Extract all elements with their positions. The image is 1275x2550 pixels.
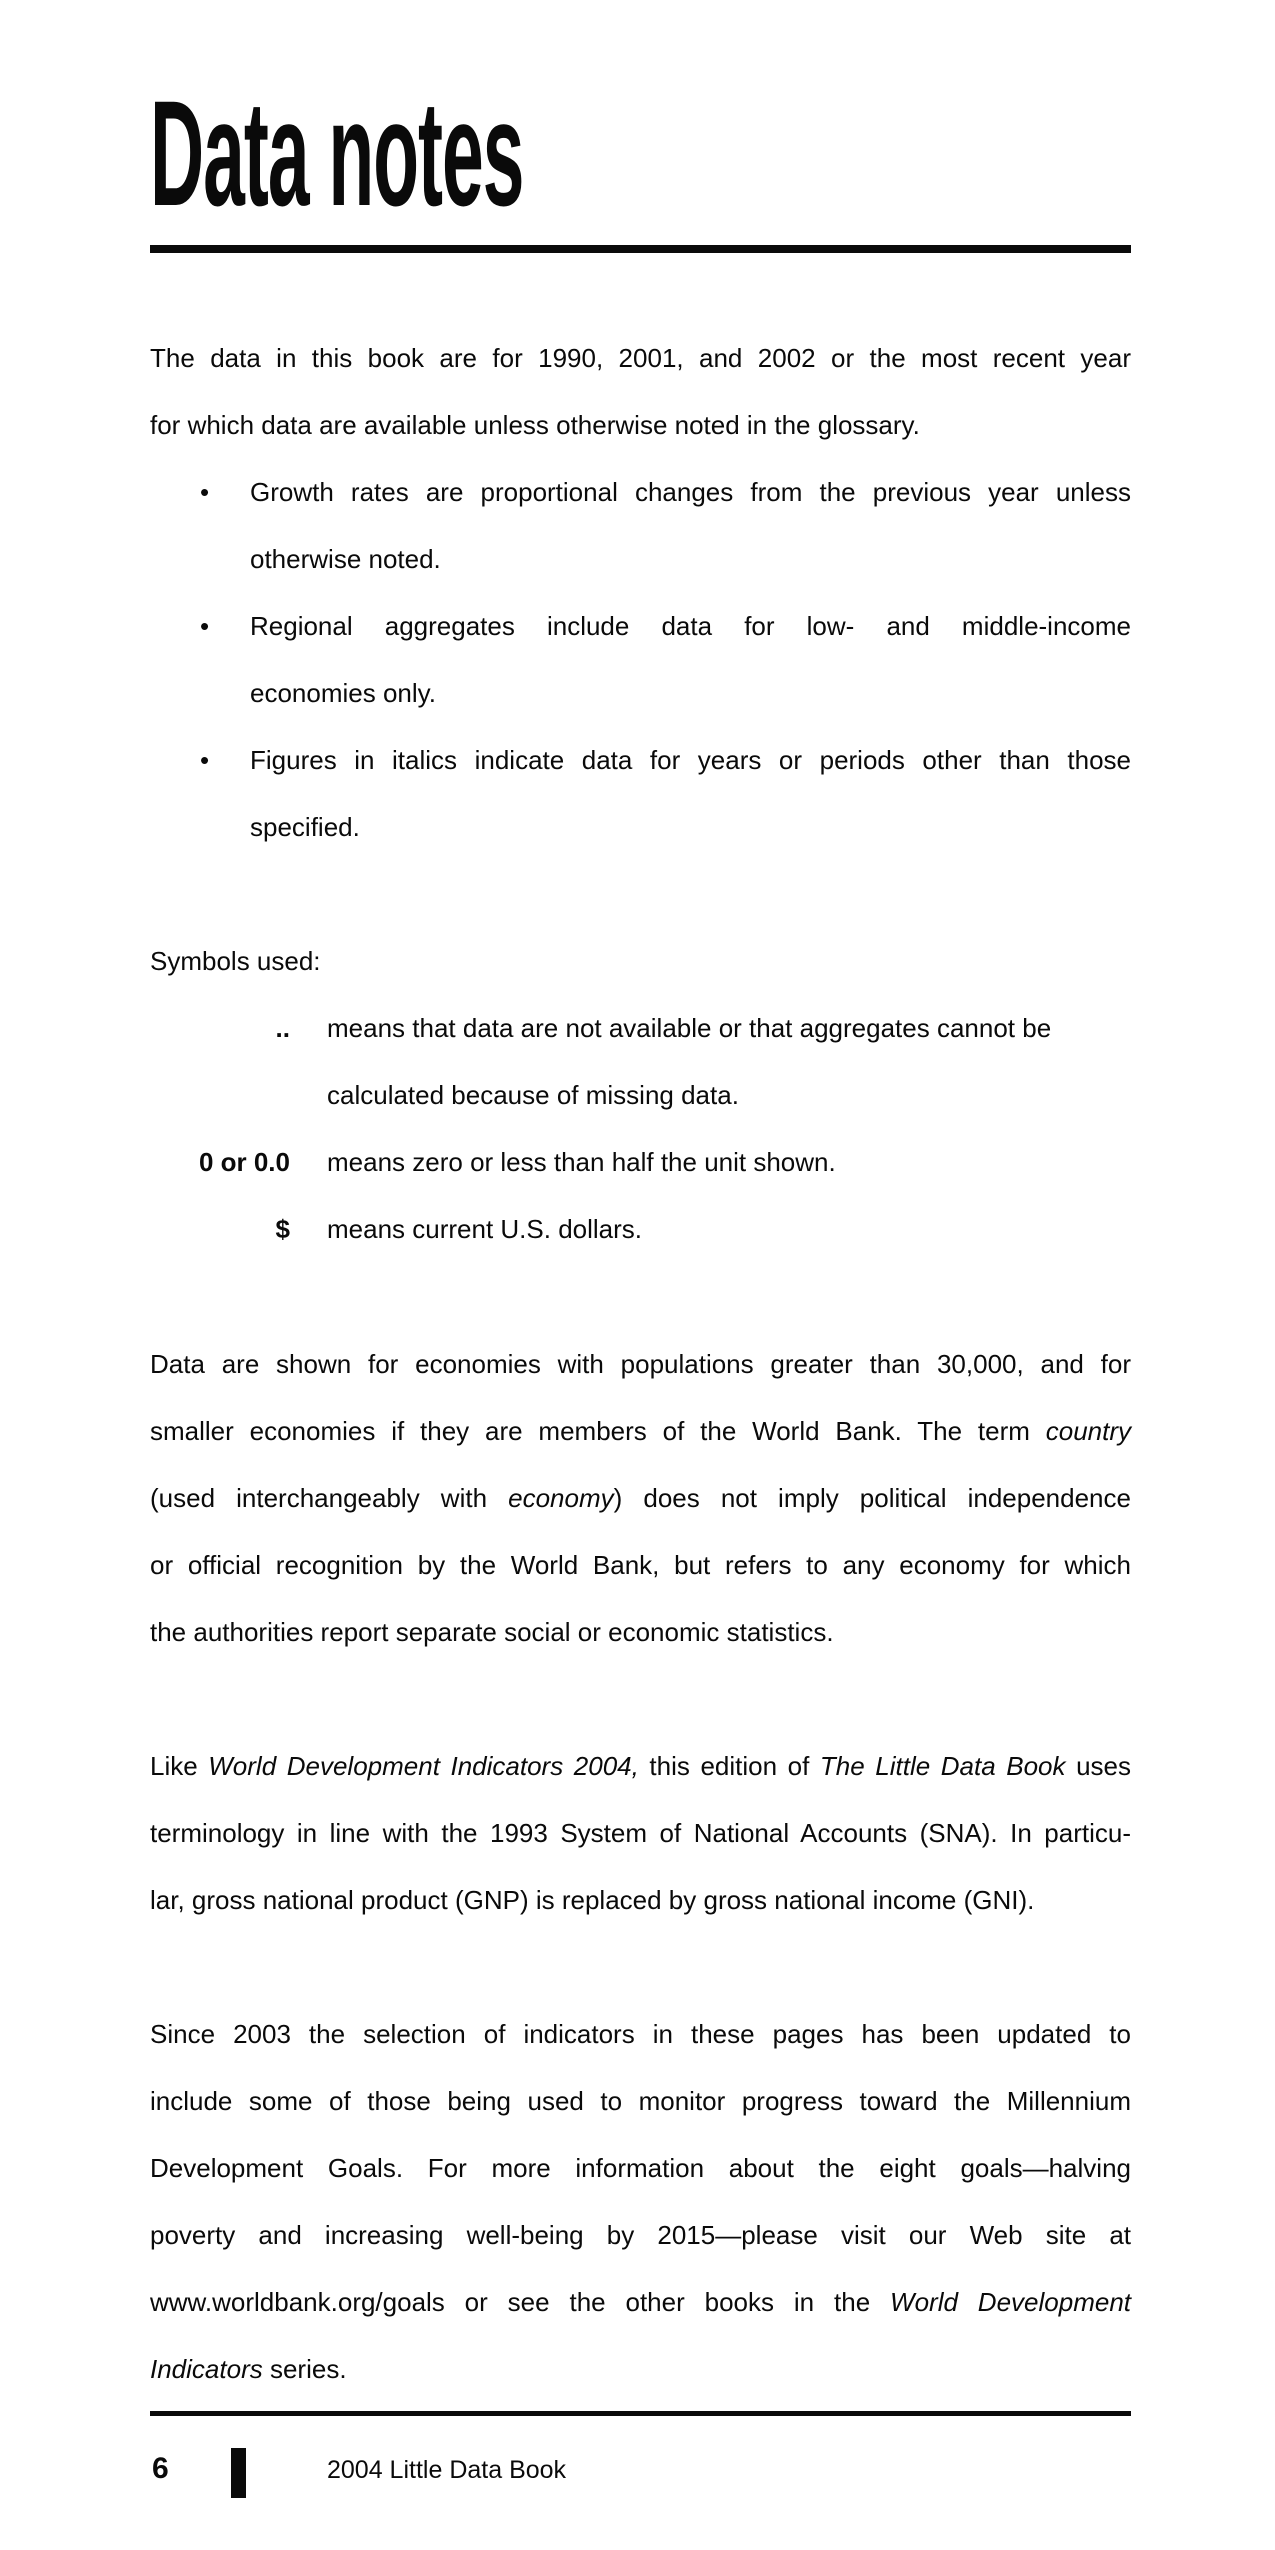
mdg-line: Since 2003 the selection of indicators in these pages has been updated to bbox=[150, 2019, 1131, 2049]
text: (used interchangeably with bbox=[150, 1483, 509, 1513]
symbol-term: 0 or 0.0 bbox=[198, 1147, 290, 1177]
bullet-icon: • bbox=[200, 745, 210, 775]
symbol-definition: means zero or less than half the unit shown. bbox=[327, 1147, 836, 1177]
text: ) does not imply political independence bbox=[613, 1483, 1131, 1513]
italic-title: The Little Data Book bbox=[819, 1751, 1066, 1781]
text: this edition of bbox=[638, 1751, 820, 1781]
text: Like bbox=[150, 1751, 209, 1781]
coverage-line: the authorities report separate social or economic statistics. bbox=[150, 1617, 834, 1647]
intro-line: The data in this book are for 1990, 2001, and 2002 or the most recent year bbox=[150, 343, 1131, 373]
page-title: Data notes bbox=[150, 69, 524, 237]
sna-line: lar, gross national product (GNP) is replaced by gross national income (GNI). bbox=[150, 1885, 1035, 1915]
symbol-term: $ bbox=[275, 1214, 290, 1244]
mdg-line: Development Goals. For more information about the eight goals—halving bbox=[150, 2153, 1131, 2183]
bullet-line: Growth rates are proportional changes from the previous year unless bbox=[250, 477, 1131, 507]
symbol-definition: means that data are not available or that aggregates cannot be bbox=[327, 1013, 1052, 1043]
italic-title: World Development Indicators 2004, bbox=[208, 1751, 639, 1781]
mdg-line bbox=[150, 2269, 1131, 2335]
bullet-line: Figures in italics indicate data for years or periods other than those bbox=[250, 745, 1131, 775]
italic-term: economy bbox=[508, 1483, 614, 1513]
coverage-line: Data are shown for economies with populations greater than 30,000, and for bbox=[150, 1349, 1131, 1379]
coverage-line: or official recognition by the World Bank, but refers to any economy for which bbox=[150, 1550, 1131, 1580]
coverage-line bbox=[150, 1465, 1131, 1531]
bullet-line: specified. bbox=[250, 812, 360, 842]
bullet-line: economies only. bbox=[250, 678, 436, 708]
text: uses bbox=[1065, 1751, 1132, 1781]
bullet-line: otherwise noted. bbox=[250, 544, 441, 574]
bullet-icon: • bbox=[200, 477, 210, 507]
text: www.worldbank.org/goals or see the other books in the bbox=[150, 2287, 891, 2317]
symbols-heading: Symbols used: bbox=[150, 946, 321, 976]
symbol-definition: means current U.S. dollars. bbox=[327, 1214, 643, 1244]
page-number: 6 bbox=[152, 2452, 169, 2485]
footer-book-title: 2004 Little Data Book bbox=[327, 2456, 567, 2484]
symbol-term: .. bbox=[275, 1013, 290, 1043]
text: smaller economies if they are members of the World Bank. The term bbox=[150, 1416, 1046, 1446]
intro-line: for which data are available unless otherwise noted in the glossary. bbox=[150, 410, 920, 440]
mdg-line: include some of those being used to monitor progress toward the Millennium bbox=[150, 2086, 1131, 2116]
title-rule bbox=[150, 245, 1131, 253]
footer-bar bbox=[231, 2448, 246, 2498]
italic-title: Indicators bbox=[150, 2354, 263, 2384]
symbol-definition: calculated because of missing data. bbox=[327, 1080, 739, 1110]
coverage-line bbox=[150, 1398, 1131, 1464]
bullet-icon: • bbox=[200, 611, 210, 641]
italic-term: country bbox=[1045, 1416, 1131, 1446]
footer-rule bbox=[150, 2411, 1131, 2416]
bullet-line: Regional aggregates include data for low- and middle-income bbox=[250, 611, 1131, 641]
text: series. bbox=[262, 2354, 347, 2384]
sna-line bbox=[150, 1733, 1131, 1799]
mdg-line: poverty and increasing well-being by 2015—please visit our Web site at bbox=[150, 2220, 1131, 2250]
mdg-line bbox=[150, 2336, 1131, 2402]
italic-title: World Development bbox=[890, 2287, 1131, 2317]
sna-line: terminology in line with the 1993 System of National Accounts (SNA). In particu- bbox=[150, 1818, 1131, 1848]
